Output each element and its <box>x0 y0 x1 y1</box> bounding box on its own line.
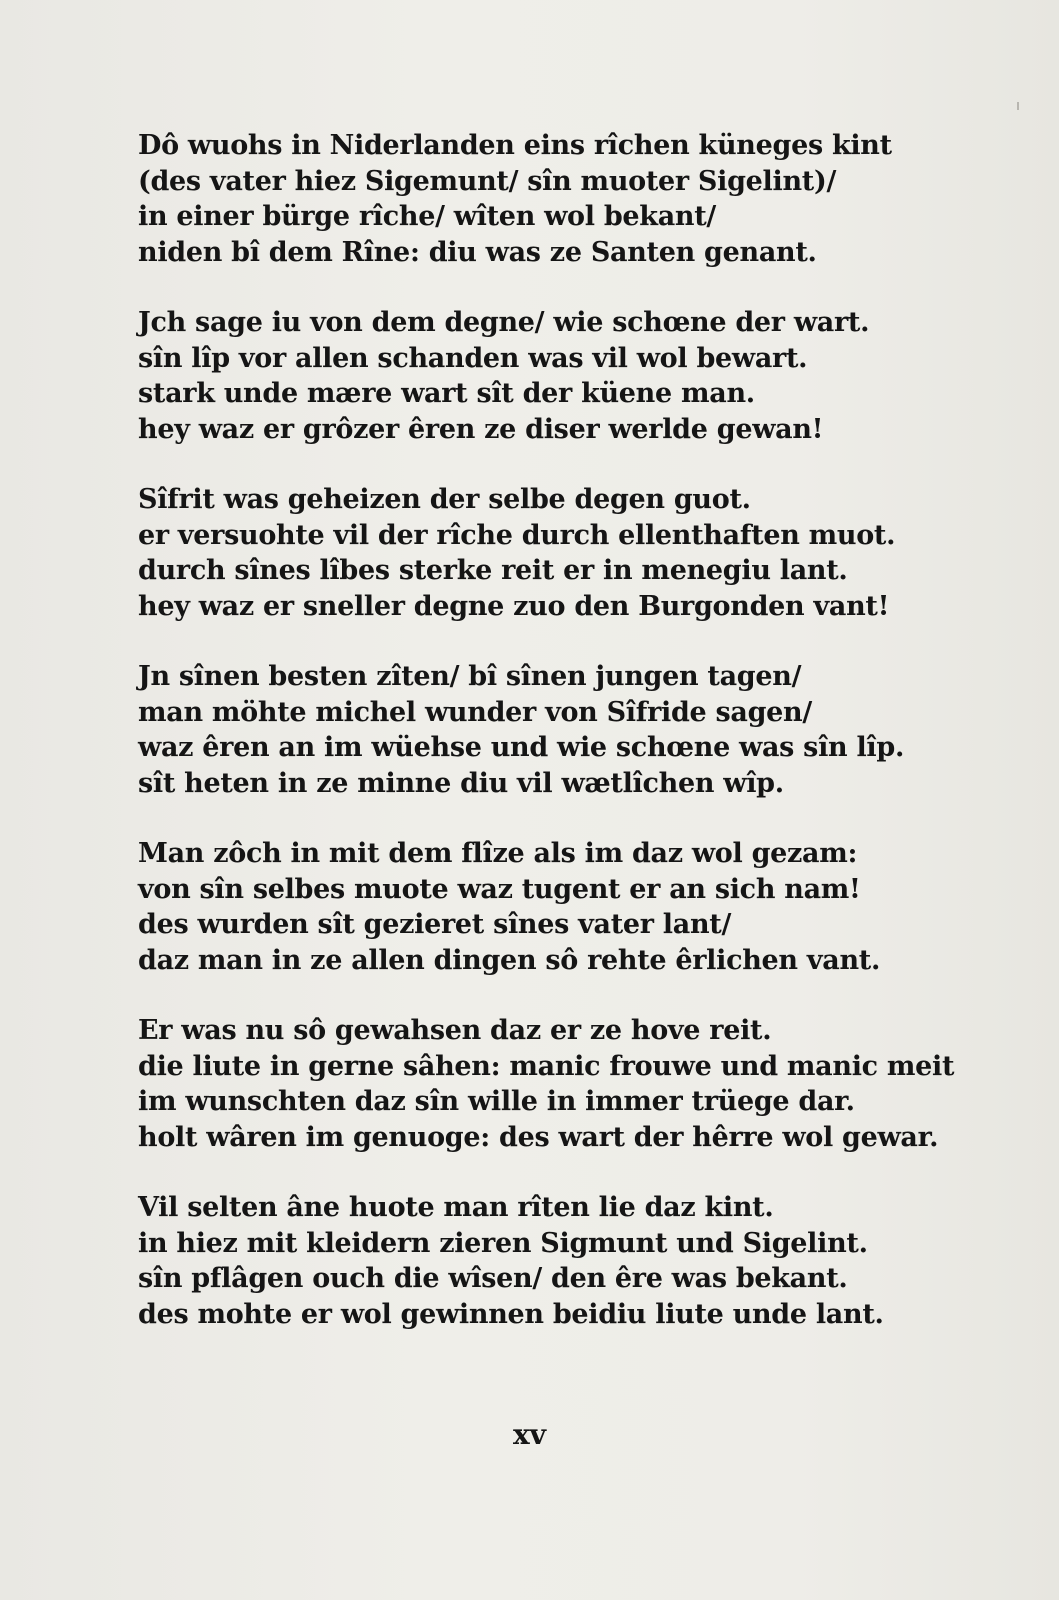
verse-line: Vil selten âne huote man rîten lie daz kint. <box>138 1192 774 1223</box>
paper-mark <box>1017 102 1019 110</box>
verse-line: niden bî dem Rîne: diu was ze Santen genant. <box>138 236 817 268</box>
verse-line: Jn sînen besten zîten/ bî sînen jungen tagen/ <box>138 661 802 692</box>
verse-line: durch sînes lîbes sterke reit er in menegiu lant. <box>138 555 848 586</box>
stanza-5 <box>138 836 918 978</box>
verse-line: waz êren an im wüehse und wie schœne was sîn lîp. <box>138 732 905 763</box>
verse-line: er versuohte vil der rîche durch ellenthaften muot. <box>138 519 896 551</box>
verse-line: die liute in gerne sâhen: manic frouwe und manic meit <box>138 1050 955 1082</box>
verse-line: des mohte er wol gewinnen beidiu liute unde lant. <box>138 1298 884 1330</box>
verse-line: sîn pflâgen ouch die wîsen/ den êre was bekant. <box>138 1263 848 1294</box>
verse-line: sîn lîp vor allen schanden was vil wol bewart. <box>138 342 808 374</box>
verse-line: sît heten in ze minne diu vil wætlîchen wîp. <box>138 767 784 799</box>
verse-line: in einer bürge rîche/ wîten wol bekant/ <box>138 201 716 232</box>
stanza-1 <box>138 128 918 270</box>
poem-text <box>138 128 955 1367</box>
verse-line: hey waz er grôzer êren ze diser werlde gewan! <box>138 413 824 445</box>
stanza-6 <box>138 1013 955 1155</box>
verse-line: im wunschten daz sîn wille in immer trüege dar. <box>138 1086 855 1117</box>
verse-line: (des vater hiez Sigemunt/ sîn muoter Sigelint)/ <box>138 165 836 197</box>
verse-line: man möhte michel wunder von Sîfride sagen/ <box>138 696 812 728</box>
verse-line: Dô wuohs in Niderlanden eins rîchen küneges kint <box>138 130 892 161</box>
page-number: xv <box>513 1418 546 1451</box>
verse-line: Jch sage iu von dem degne/ wie schœne der wart. <box>138 307 870 338</box>
stanza-3 <box>138 482 918 624</box>
verse-line: holt wâren im genuoge: des wart der hêrre wol gewar. <box>138 1121 939 1153</box>
verse-line: in hiez mit kleidern zieren Sigmunt und Sigelint. <box>138 1227 868 1259</box>
verse-line: Sîfrit was geheizen der selbe degen guot. <box>138 484 751 515</box>
verse-line: Er was nu sô gewahsen daz er ze hove reit. <box>138 1015 772 1046</box>
stanza-2 <box>138 305 918 447</box>
stanza-7 <box>138 1190 918 1332</box>
verse-line: hey waz er sneller degne zuo den Burgonden vant! <box>138 590 890 622</box>
verse-line: Man zôch in mit dem flîze als im daz wol gezam: <box>138 838 858 869</box>
verse-line: des wurden sît gezieret sînes vater lant/ <box>138 909 732 940</box>
verse-line: von sîn selbes muote waz tugent er an sich nam! <box>138 873 861 905</box>
verse-line: daz man in ze allen dingen sô rehte êrlichen vant. <box>138 944 881 976</box>
stanza-4 <box>138 659 918 801</box>
verse-line: stark unde mære wart sît der küene man. <box>138 378 755 409</box>
